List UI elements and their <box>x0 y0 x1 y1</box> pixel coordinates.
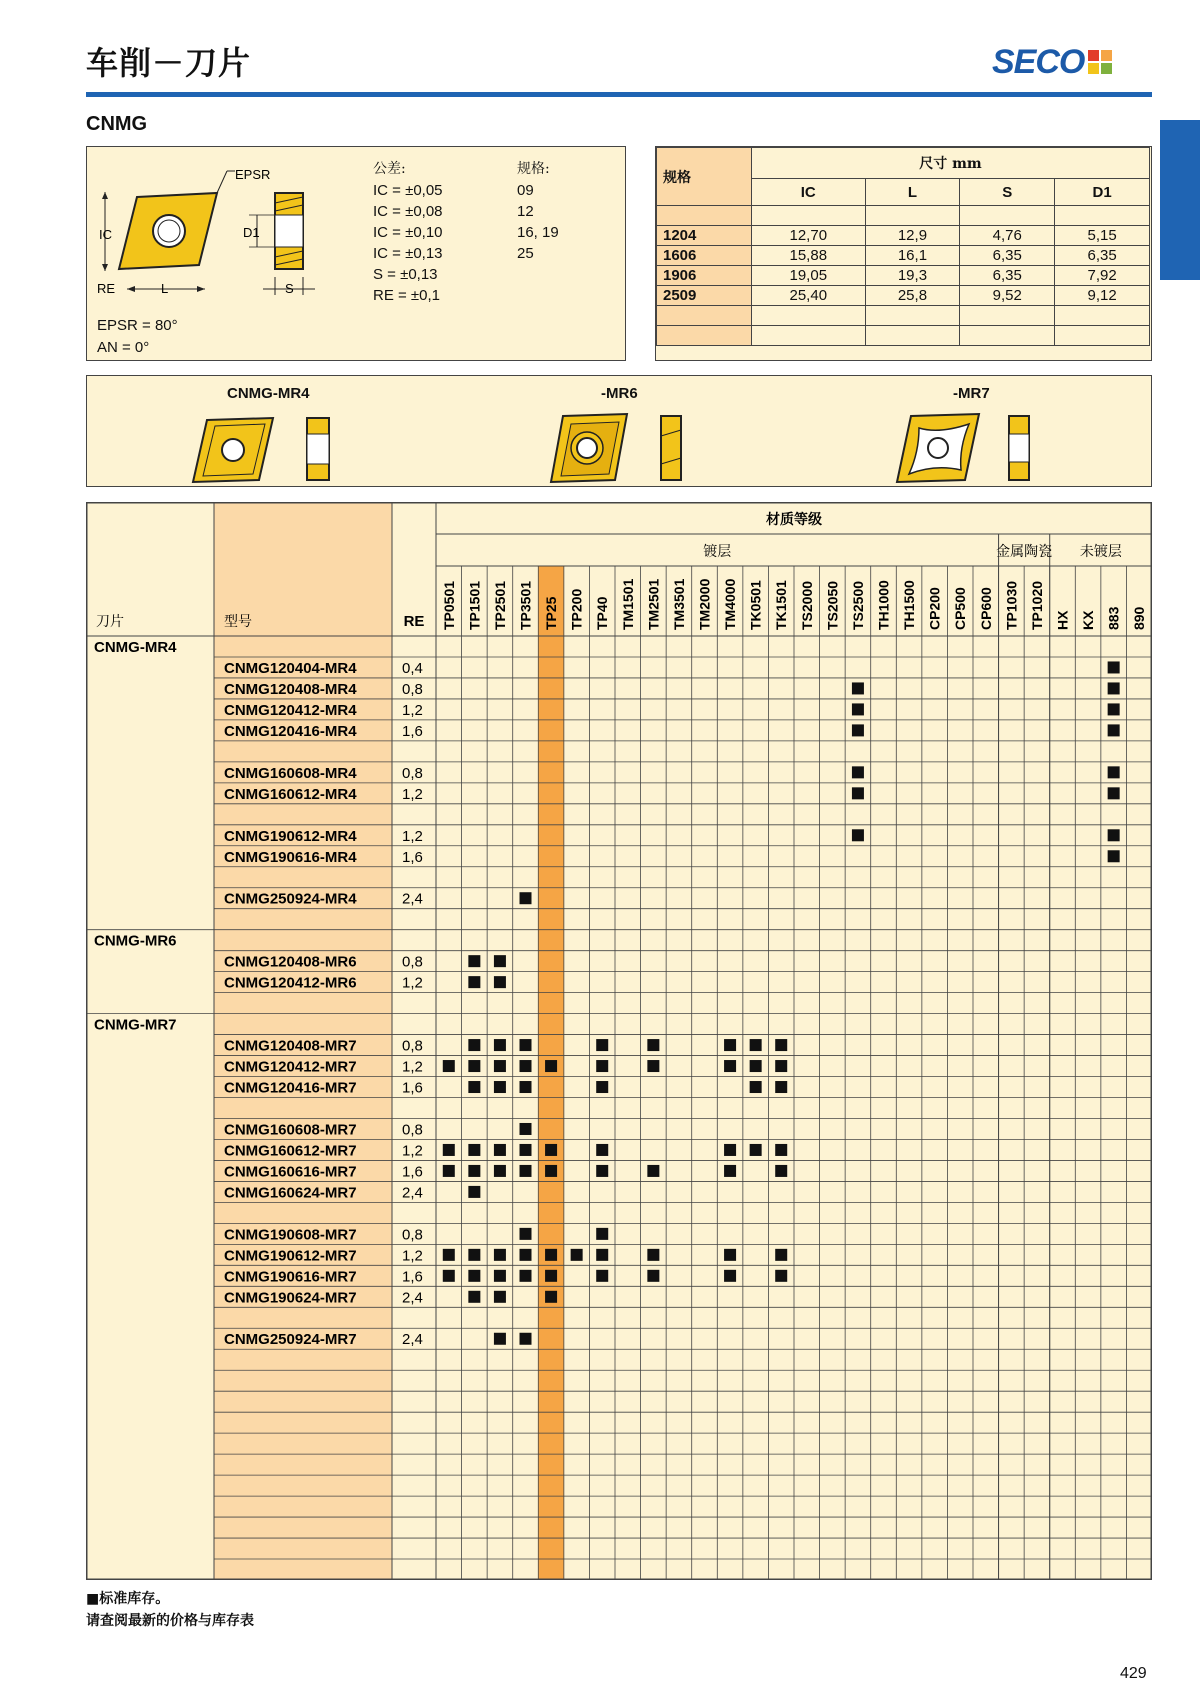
stock-mark-tp0501 <box>443 1249 455 1261</box>
stock-mark-tp40 <box>596 1039 608 1051</box>
tolerance-value: S = ±0,13 <box>373 266 438 283</box>
grade-header-tk0501: TK0501 <box>747 580 764 630</box>
model-code: CNMG190616-MR7 <box>224 1268 357 1286</box>
grade-header-883: 883 <box>1105 606 1122 630</box>
model-code: CNMG120408-MR6 <box>224 953 357 971</box>
grade-header-hx: HX <box>1054 610 1071 630</box>
dim-col-ic: IC <box>752 179 866 206</box>
stock-mark-tp25 <box>545 1291 557 1303</box>
stock-mark-ts2500 <box>852 703 864 715</box>
tolerance-value: IC = ±0,05 <box>373 182 443 199</box>
re-value: 2,4 <box>402 1184 423 1202</box>
stock-mark-ts2500 <box>852 724 864 736</box>
stock-mark-tp40 <box>596 1165 608 1177</box>
stock-mark-tp1501 <box>468 1291 480 1303</box>
grade-header-tp25: TP25 <box>543 596 560 630</box>
stock-mark-tm4000 <box>724 1249 736 1261</box>
stock-mark-tp0501 <box>443 1144 455 1156</box>
spec-column-header: 规格 <box>657 148 752 206</box>
group-label: CNMG-MR4 <box>94 638 177 656</box>
stock-mark-tp40 <box>596 1270 608 1282</box>
grade-header-ts2050: TS2050 <box>824 580 841 630</box>
model-code: CNMG160624-MR7 <box>224 1184 357 1202</box>
stock-mark-tp25 <box>545 1060 557 1072</box>
re-value: 1,6 <box>402 1163 423 1181</box>
re-value: 2,4 <box>402 890 423 908</box>
insert-dimension-diagram <box>87 147 407 307</box>
stock-mark-tk1501 <box>775 1081 787 1093</box>
re-value: 1,2 <box>402 1142 423 1160</box>
dimensions-table <box>656 147 1150 346</box>
model-code: CNMG120404-MR4 <box>224 659 357 677</box>
re-value: 1,6 <box>402 1079 423 1097</box>
grade-header-tp1501: TP1501 <box>466 580 483 630</box>
grade-header-tm2501: TM2501 <box>645 578 662 630</box>
stock-mark-tm2501 <box>647 1060 659 1072</box>
re-label: RE <box>97 281 116 296</box>
re-value: 1,2 <box>402 974 423 992</box>
model-code: CNMG160608-MR4 <box>224 764 357 782</box>
stock-mark-tp3501 <box>520 1165 532 1177</box>
model-code: CNMG160612-MR4 <box>224 785 357 803</box>
stock-mark-883 <box>1108 682 1120 694</box>
stock-mark-ts2500 <box>852 787 864 799</box>
grade-header-cp500: CP500 <box>952 587 969 630</box>
cermet-header: 金属陶瓷 <box>996 544 1053 560</box>
model-code: CNMG250924-MR4 <box>224 890 357 908</box>
stock-mark-tp25 <box>545 1144 557 1156</box>
tolerance-panel <box>86 146 626 361</box>
stock-mark-883 <box>1108 850 1120 862</box>
stock-mark-tp1501 <box>468 1060 480 1072</box>
stock-mark-tp0501 <box>443 1270 455 1282</box>
tp25-highlight <box>538 566 564 1580</box>
grade-header-ts2500: TS2500 <box>849 580 866 630</box>
re-value: 1,6 <box>402 1268 423 1286</box>
grade-header-cp600: CP600 <box>977 587 994 630</box>
grade-header-tp1030: TP1030 <box>1003 580 1020 630</box>
model-code: CNMG120412-MR7 <box>224 1058 357 1076</box>
grade-header-th1000: TH1000 <box>875 580 892 630</box>
stock-mark-tp1501 <box>468 1165 480 1177</box>
stock-mark-tp1501 <box>468 1186 480 1198</box>
logo-squares-icon <box>1088 50 1112 74</box>
grades-table-grid <box>86 502 1152 1580</box>
spec-value: 12 <box>517 203 534 220</box>
grade-header-cp200: CP200 <box>926 587 943 630</box>
re-value: 2,4 <box>402 1331 423 1349</box>
stock-mark-tk0501 <box>750 1039 762 1051</box>
grade-header-tp1020: TP1020 <box>1028 580 1045 630</box>
insert-column-header: 刀片 <box>96 614 124 630</box>
group-label: CNMG-MR6 <box>94 932 177 950</box>
stock-mark-883 <box>1108 661 1120 673</box>
grade-header-kx: KX <box>1080 610 1097 630</box>
stock-mark-tp3501 <box>520 892 532 904</box>
stock-mark-tp3501 <box>520 1270 532 1282</box>
page-number: 429 <box>1120 1665 1147 1682</box>
brand-name: SECO <box>992 42 1085 81</box>
re-value: 0,8 <box>402 953 423 971</box>
re-value: 0,8 <box>402 680 423 698</box>
re-value: 1,2 <box>402 1247 423 1265</box>
stock-mark-tp40 <box>596 1228 608 1240</box>
re-value: 1,6 <box>402 848 423 866</box>
model-code: CNMG190612-MR7 <box>224 1247 357 1265</box>
stock-mark-tk1501 <box>775 1165 787 1177</box>
seco-logo <box>992 44 1112 80</box>
l-label: L <box>161 281 169 296</box>
stock-mark-tm4000 <box>724 1165 736 1177</box>
stock-mark-tp40 <box>596 1060 608 1072</box>
tolerance-header: 公差: <box>373 161 406 177</box>
stock-mark-tp40 <box>596 1144 608 1156</box>
geometry-label-mr6: -MR6 <box>601 385 638 402</box>
stock-mark-ts2500 <box>852 766 864 778</box>
tolerance-value: IC = ±0,08 <box>373 203 443 220</box>
re-value: 0,8 <box>402 1226 423 1244</box>
stock-mark-tk1501 <box>775 1270 787 1282</box>
re-value: 1,6 <box>402 722 423 740</box>
an-value: AN = 0° <box>97 339 150 356</box>
header-rule <box>86 92 1152 97</box>
grade-header-tp40: TP40 <box>594 596 611 630</box>
price-stock-note: 请查阅最新的价格与库存表 <box>86 1613 254 1629</box>
stock-mark-tm2501 <box>647 1039 659 1051</box>
stock-mark-tp3501 <box>520 1249 532 1261</box>
stock-mark-tk0501 <box>750 1060 762 1072</box>
re-value: 1,2 <box>402 827 423 845</box>
tolerance-value: IC = ±0,10 <box>373 224 443 241</box>
stock-mark-tk0501 <box>750 1081 762 1093</box>
re-value: 1,2 <box>402 701 423 719</box>
model-code: CNMG190624-MR7 <box>224 1289 357 1307</box>
mr6-insert-icon <box>551 414 681 482</box>
page-title: 车削－刀片 <box>86 44 252 82</box>
stock-mark-tp3501 <box>520 1081 532 1093</box>
tolerance-value: IC = ±0,13 <box>373 245 443 262</box>
grade-header-tp3501: TP3501 <box>517 580 534 630</box>
spec-value: 09 <box>517 182 534 199</box>
dim-row: 1606 15,88 16,1 6,35 6,35 <box>657 246 1150 266</box>
model-code: CNMG120408-MR4 <box>224 680 357 698</box>
grade-header-tm2000: TM2000 <box>696 578 713 630</box>
materials-grade-header: 材质等级 <box>766 512 822 528</box>
stock-mark-tp3501 <box>520 1123 532 1135</box>
stock-mark-tk1501 <box>775 1249 787 1261</box>
re-value: 0,8 <box>402 1037 423 1055</box>
stock-mark-tm2501 <box>647 1165 659 1177</box>
stock-mark-tp1501 <box>468 1249 480 1261</box>
insert-family-title: CNMG <box>86 113 148 135</box>
stock-mark-tp1501 <box>468 976 480 988</box>
grade-header-tp0501: TP0501 <box>440 580 457 630</box>
stock-mark-tp40 <box>596 1249 608 1261</box>
stock-mark-tm4000 <box>724 1039 736 1051</box>
d1-label: D1 <box>243 225 260 240</box>
dim-row: 1204 12,70 12,9 4,76 5,15 <box>657 226 1150 246</box>
grade-header-890: 890 <box>1131 606 1148 630</box>
stock-mark-tp2501 <box>494 1270 506 1282</box>
stock-mark-tk1501 <box>775 1060 787 1072</box>
geometry-label-mr7: -MR7 <box>953 385 990 402</box>
grades-table <box>86 502 1152 1580</box>
coated-header: 镀层 <box>703 544 732 560</box>
mr7-insert-icon <box>897 414 1029 482</box>
epsr-value: EPSR = 80° <box>97 317 178 334</box>
stock-mark-tp2501 <box>494 1039 506 1051</box>
ic-label: IC <box>99 227 112 242</box>
stock-mark-tm2501 <box>647 1270 659 1282</box>
tolerance-value: RE = ±0,1 <box>373 287 441 304</box>
stock-mark-ts2500 <box>852 682 864 694</box>
stock-mark-tp3501 <box>520 1144 532 1156</box>
stock-mark-tk1501 <box>775 1144 787 1156</box>
model-code: CNMG160608-MR7 <box>224 1121 357 1139</box>
model-code: CNMG160612-MR7 <box>224 1142 357 1160</box>
spec-value: 25 <box>517 245 534 262</box>
group-label: CNMG-MR7 <box>94 1016 177 1034</box>
tolerance-list <box>373 159 443 306</box>
stock-mark-tm4000 <box>724 1270 736 1282</box>
model-code: CNMG120416-MR7 <box>224 1079 357 1097</box>
stock-mark-ts2500 <box>852 829 864 841</box>
dim-row: 1906 19,05 19,3 6,35 7,92 <box>657 266 1150 286</box>
stock-mark-tp40 <box>596 1081 608 1093</box>
re-value: 0,8 <box>402 764 423 782</box>
geometry-panel <box>86 375 1152 487</box>
grade-header-tm1501: TM1501 <box>619 578 636 630</box>
spec-value: 16, 19 <box>517 224 559 241</box>
stock-mark-tp0501 <box>443 1165 455 1177</box>
stock-mark-tp2501 <box>494 1333 506 1345</box>
grade-header-ts2000: TS2000 <box>798 580 815 630</box>
re-value: 2,4 <box>402 1289 423 1307</box>
dim-col-l: L <box>865 179 960 206</box>
stock-mark-883 <box>1108 703 1120 715</box>
stock-mark-tp2501 <box>494 1060 506 1072</box>
stock-mark-tp1501 <box>468 1081 480 1093</box>
stock-mark-tp0501 <box>443 1060 455 1072</box>
model-code: CNMG120412-MR4 <box>224 701 357 719</box>
dim-col-d1: D1 <box>1055 179 1150 206</box>
stock-mark-tp1501 <box>468 955 480 967</box>
stock-mark-883 <box>1108 766 1120 778</box>
geometry-illustrations <box>87 376 1147 484</box>
model-code: CNMG190612-MR4 <box>224 827 357 845</box>
stock-mark-tp2501 <box>494 1081 506 1093</box>
model-code: CNMG120412-MR6 <box>224 974 357 992</box>
grade-header-tp200: TP200 <box>568 588 585 630</box>
geometry-label-mr4: CNMG-MR4 <box>227 385 310 402</box>
stock-mark-tp3501 <box>520 1333 532 1345</box>
stock-mark-tp200 <box>571 1249 583 1261</box>
stock-mark-tp2501 <box>494 1249 506 1261</box>
s-label: S <box>285 281 294 296</box>
grade-header-tm3501: TM3501 <box>670 578 687 630</box>
dimensions-group-header: 尺寸 mm <box>752 148 1150 179</box>
stock-mark-883 <box>1108 829 1120 841</box>
stock-mark-tp3501 <box>520 1228 532 1240</box>
re-value: 0,4 <box>402 659 423 677</box>
mr4-insert-icon <box>193 418 329 482</box>
spec-header: 规格: <box>517 161 550 177</box>
stock-mark-883 <box>1108 787 1120 799</box>
grade-header-tm4000: TM4000 <box>722 578 739 630</box>
uncoated-header: 未镀层 <box>1079 544 1122 560</box>
stock-mark-tp25 <box>545 1270 557 1282</box>
stock-mark-tp3501 <box>520 1039 532 1051</box>
dim-row: 2509 25,40 25,8 9,52 9,12 <box>657 286 1150 306</box>
dim-col-s: S <box>960 179 1055 206</box>
stock-mark-tp1501 <box>468 1039 480 1051</box>
model-code: CNMG120408-MR7 <box>224 1037 357 1055</box>
grade-header-th1500: TH1500 <box>901 580 918 630</box>
re-value: 0,8 <box>402 1121 423 1139</box>
stock-mark-tm2501 <box>647 1249 659 1261</box>
model-column-header: 型号 <box>224 614 252 630</box>
stock-mark-tp2501 <box>494 955 506 967</box>
grade-header-tk1501: TK1501 <box>773 580 790 630</box>
stock-mark-tp2501 <box>494 976 506 988</box>
stock-mark-tp3501 <box>520 1060 532 1072</box>
model-code: CNMG190608-MR7 <box>224 1226 357 1244</box>
model-code: CNMG190616-MR4 <box>224 848 357 866</box>
stock-mark-tm4000 <box>724 1060 736 1072</box>
stock-mark-tk1501 <box>775 1039 787 1051</box>
stock-mark-tp2501 <box>494 1144 506 1156</box>
stock-mark-tp1501 <box>468 1144 480 1156</box>
stock-mark-tp2501 <box>494 1165 506 1177</box>
model-code: CNMG120416-MR4 <box>224 722 357 740</box>
dimensions-panel <box>655 146 1152 361</box>
section-side-tab <box>1160 120 1200 280</box>
stock-mark-tk0501 <box>750 1144 762 1156</box>
spec-list <box>517 159 559 264</box>
stock-mark-tp1501 <box>468 1270 480 1282</box>
epsr-label: EPSR <box>235 167 271 182</box>
angle-values <box>97 315 178 359</box>
re-value: 1,2 <box>402 1058 423 1076</box>
stock-mark-883 <box>1108 724 1120 736</box>
stock-mark-tp25 <box>545 1249 557 1261</box>
model-code: CNMG250924-MR7 <box>224 1331 357 1349</box>
model-code: CNMG160616-MR7 <box>224 1163 357 1181</box>
legend-standard-stock: ■标准库存。 <box>86 1591 170 1607</box>
re-column-header: RE <box>403 613 425 630</box>
stock-mark-tp2501 <box>494 1291 506 1303</box>
stock-mark-tm4000 <box>724 1144 736 1156</box>
grade-header-tp2501: TP2501 <box>491 580 508 630</box>
stock-mark-tp25 <box>545 1165 557 1177</box>
re-value: 1,2 <box>402 785 423 803</box>
